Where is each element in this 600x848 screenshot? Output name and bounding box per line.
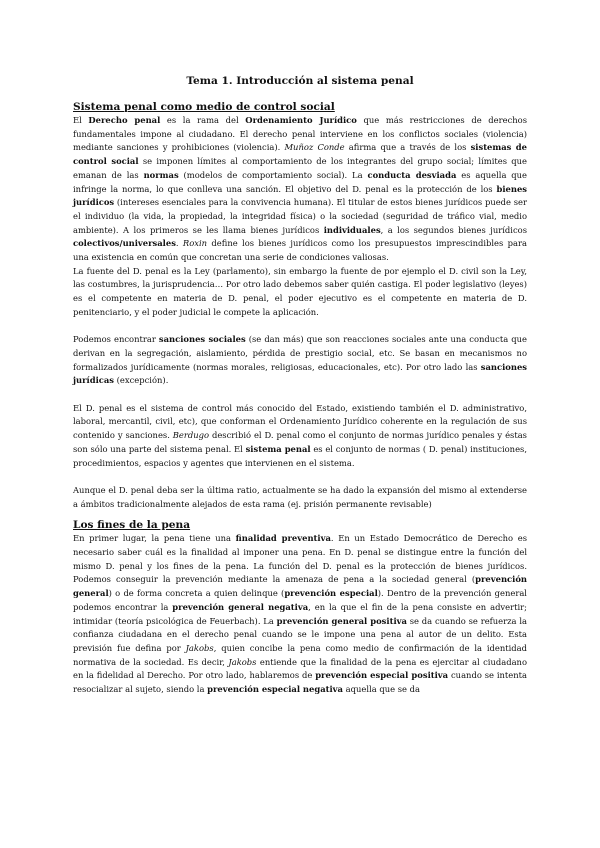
text: entiende que la finalidad de la pena es ejercitar al ciudadano en la fidelidad al Derecho. Por otro lado, hablaremos de: [73, 656, 527, 681]
text: .: [175, 238, 183, 249]
bold-term: sanciones jurídicas: [73, 361, 527, 386]
bold-term: prevención general negativa: [172, 601, 309, 612]
text: (se dan más) que son reacciones sociales ante una conducta que derivan en la segregación, aislamiento, pérdida de prestigio social, etc. Se basan en mecanismos no formalizados jurídicamente (normas morales, religiosas, educacionales, etc). Por otro lado las: [73, 334, 528, 372]
text: Podemos encontrar: [73, 334, 159, 345]
paragraph-gap: [73, 470, 527, 484]
text: ). Dentro de la prevención general podemos encontrar la: [73, 588, 527, 612]
paragraph-sistema-control: [73, 402, 527, 471]
text: ) o de forma concreta a quien delinque (: [108, 588, 285, 599]
bold-term: sistemas de control social: [73, 142, 527, 167]
paragraph-derecho-penal: [73, 114, 527, 265]
text: , a los segundos bienes jurídicos: [380, 224, 527, 235]
bold-term: prevención especial positiva: [315, 670, 449, 681]
paragraph-gap: [73, 320, 527, 334]
text: (intereses esenciales para la convivencia humana). El titular de estos bienes jurídicos puede ser el individuo (la vida, la propiedad, la integridad física) o la sociedad (seguridad de tráfico vial, medio ambiente). A los primeros se les llama bienes jurídicos: [73, 197, 527, 235]
bold-term: conducta desviada: [367, 169, 457, 180]
paragraph-sanciones: [73, 333, 527, 388]
text: se da cuando se refuerza la confianza ciudadana en el derecho penal cuando se le impone una pena al autor de un delito. Esta previsión fue defina por: [73, 615, 527, 653]
text: El: [73, 115, 89, 125]
text: , quien concibe la pena como medio de confirmación de la identidad normativa de la sociedad. Es decir,: [73, 642, 527, 667]
text: (modelos de comportamiento social). La: [178, 169, 368, 180]
paragraph-gap: [73, 388, 527, 402]
section-gap: [73, 511, 527, 518]
bold-term: sanciones sociales: [158, 334, 246, 345]
section-heading-control-social: Sistema penal como medio de control social: [73, 101, 335, 113]
text: describió el D. penal como el conjunto de normas jurídico penales y éstas son sólo una parte del sistema penal. El: [73, 430, 527, 454]
text: . En un Estado Democrático de Derecho es necesario saber cuál es la finalidad al imponer una pena. En D. penal se distingue entre la función del mismo D. penal y los fines de la pena. La función del D. penal es la protección de bienes jurídicos. Podemos conseguir la prevención mediante la amenaza de pena a la sociedad general (: [73, 533, 527, 585]
author-name: Berdugo: [172, 430, 210, 441]
bold-term: colectivos/universales: [73, 238, 176, 249]
bold-term: sistema penal: [245, 443, 311, 454]
bold-term: Ordenamiento Jurídico: [245, 115, 357, 125]
text: que más restricciones de derechos fundamentales impone al ciudadano. El derecho penal interviene en los conflictos sociales (violencia) mediante sanciones y prohibiciones (violencia).: [73, 115, 527, 153]
bold-term: prevención general: [73, 574, 527, 599]
section-heading-fines-pena: Los fines de la pena: [73, 519, 191, 532]
text: El D. penal es el sistema de control más conocido del Estado, existiendo también el D. administrativo, laboral, mercantil, civil, etc), que conforman el Ordenamiento Jurídico coherente en la regulación de sus contenido y sanciones.: [73, 402, 527, 441]
bold-term: finalidad preventiva: [235, 533, 331, 544]
text: es el conjunto de normas ( D. penal) instituciones, procedimientos, espacios y agentes que intervienen en el sistema.: [73, 443, 527, 468]
text: (excepción).: [114, 375, 169, 386]
bold-term: prevención general positiva: [276, 615, 407, 626]
text: se imponen límites al comportamiento de los integrantes del grupo social; límites que emanan de las: [73, 156, 527, 180]
paragraph-ultima-ratio: Aunque el D. penal deba ser la última ratio, actualmente se ha dado la expansión del mismo al extenderse a ámbitos tradicionalmente alejados de esta rama (ej. prisión permanente revisable): [73, 484, 527, 509]
text: es la rama del: [160, 115, 246, 125]
bold-term: prevención especial: [284, 588, 378, 599]
text: define los bienes jurídicos como los presupuestos imprescindibles para una existencia en común que concretan una serie de condiciones valiosas.: [73, 238, 527, 263]
text: aquella que se da: [342, 684, 420, 695]
bold-term: prevención especial negativa: [207, 684, 343, 695]
author-name: Muñoz Conde: [284, 142, 345, 153]
page-title: Tema 1. Introducción al sistema penal: [186, 75, 414, 87]
bold-term: normas: [143, 169, 179, 180]
bold-term: Derecho penal: [88, 115, 161, 125]
author-name: Jakobs: [228, 656, 257, 667]
text: afirma que a través de los: [344, 142, 471, 153]
bold-term: bienes jurídicos: [73, 183, 527, 208]
paragraph-finalidad-preventiva: [73, 532, 527, 696]
text: , en la que el fin de la pena consiste en advertir; intimidar (teoría psicológica de Feuerbach). La: [73, 601, 527, 626]
text: En primer lugar, la pena tiene una: [73, 533, 236, 544]
author-name: Roxin: [182, 238, 208, 249]
author-name: Jakobs: [185, 642, 214, 653]
text: cuando se intenta resocializar al sujeto, siendo la: [73, 670, 528, 695]
paragraph-fuente: La fuente del D. penal es la Ley (parlamento), sin embargo la fuente de por ejemplo el D. civil son la Ley, las costumbres, la jurisprudencia… Por otro lado debemos saber quién castiga. El poder legislativo (leyes) es el competente en materia de D. penal, el poder ejecutivo es el competente en materia de D. penitenciario, y el poder judicial le compete la aplicación.: [73, 265, 527, 317]
bold-term: individuales: [323, 224, 381, 235]
text: es aquella que infringe la norma, lo que conlleva una sanción. El objetivo del D. penal es la protección de los: [73, 169, 528, 194]
